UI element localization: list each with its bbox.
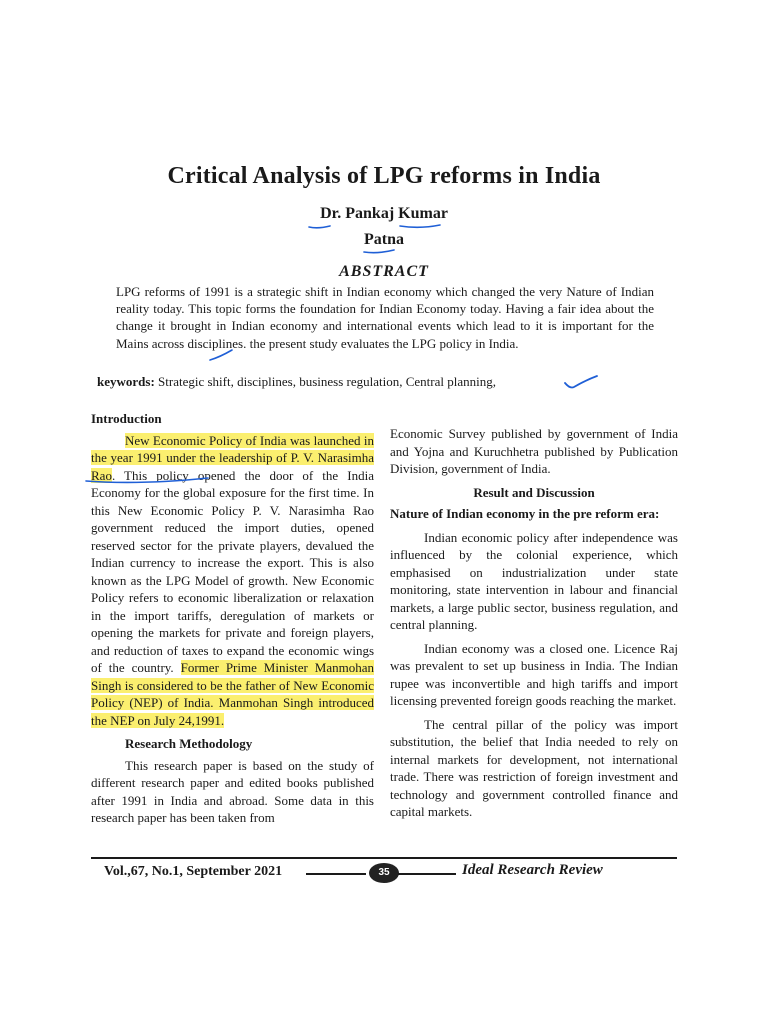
pen-underline-patna bbox=[364, 250, 394, 253]
paper-title: Critical Analysis of LPG reforms in India bbox=[167, 163, 601, 189]
author-affiliation: Patna bbox=[364, 231, 404, 248]
methodology-paragraph: This research paper is based on the study of different research paper and edited books published after 1991 in India and abroad. Some data in this research paper has been taken from bbox=[91, 757, 374, 825]
page-number-badge: 35 bbox=[369, 863, 399, 883]
discussion-paragraph-3: The central pillar of the policy was import substitution, the belief that India needed to rely on internal markets for development, not international trade. There was restriction of foreign investment and technology and government controlled finance and capital markets. bbox=[390, 716, 678, 819]
continuation-paragraph: Economic Survey published by government of India and Yojna and Kuruchhetra published by Publication Division, government of India. bbox=[390, 426, 678, 476]
keywords-label: keywords: bbox=[97, 374, 155, 389]
footer-divider-right bbox=[398, 873, 456, 875]
footer-rule bbox=[91, 857, 677, 859]
abstract-heading: ABSTRACT bbox=[339, 263, 429, 280]
footer-volume: Vol.,67, No.1, September 2021 bbox=[104, 864, 283, 879]
abstract-body: LPG reforms of 1991 is a strategic shift in Indian economy which changed the very Nature of Indian reality today. This topic forms the foundation for Indian Economy today. Having a fair idea about the change it brought in Indian economy and international events which lead to it is important for the Mains across disciplines. the present study evaluates the LPG policy in India. bbox=[116, 284, 654, 351]
highlighted-text: Former Prime Minister Manmohan Singh is considered to be the father of New Economic Policy (NEP) of India. Manmohan Singh introduced the NEP on July 24,1991. bbox=[91, 660, 375, 728]
keywords-line bbox=[97, 373, 617, 390]
pen-underline-kumar bbox=[400, 225, 440, 227]
methodology-heading: Research Methodology bbox=[125, 736, 253, 751]
discussion-paragraph-2: Indian economy was a closed one. Licence Raj was prevalent to set up business in India. The Indian rupee was inconvertible and high tariffs and import licensing prevented foreign goods reaching the market. bbox=[390, 640, 678, 708]
section-subheading: Nature of Indian economy in the pre reform era: bbox=[390, 506, 660, 521]
highlighted-text: New Economic Policy of India was launched in the year 1991 under the leadership of P. V. Narasimha Rao bbox=[91, 432, 374, 483]
introduction-paragraph bbox=[91, 432, 374, 730]
footer-divider-left bbox=[306, 873, 366, 875]
discussion-paragraph-1: Indian economic policy after independence was influenced by the colonial experience, which emphasised on industrialization under state monitoring, state intervention in labour and financial markets, a large public sector, business regulation, and central planning. bbox=[390, 529, 678, 632]
footer-journal-name: Ideal Research Review bbox=[462, 862, 603, 878]
author-name: Dr. Pankaj Kumar bbox=[320, 205, 448, 222]
keywords-text: Strategic shift, disciplines, business regulation, Central planning, bbox=[154, 374, 496, 389]
left-column bbox=[91, 410, 374, 827]
introduction-text: . This policy opened the door of the India Economy for the global exposure for the first time. In this New Economic Policy P. V. Narasimha Rao government reduced the import duties, opened reserved sector for the private players, devalued the Indian currency to increase the export. This is also known as the LPG Model of growth. New Economic Policy refers to economic liberalization or relaxation in the import tariffs, deregulation of markets or opening the markets for private and foreign players, and reduction of taxes to expand the economic wings of the country. bbox=[91, 467, 374, 675]
results-heading: Result and Discussion bbox=[473, 484, 595, 500]
right-column bbox=[390, 425, 678, 821]
introduction-heading: Introduction bbox=[91, 411, 162, 426]
pen-underline-dr bbox=[309, 226, 330, 228]
